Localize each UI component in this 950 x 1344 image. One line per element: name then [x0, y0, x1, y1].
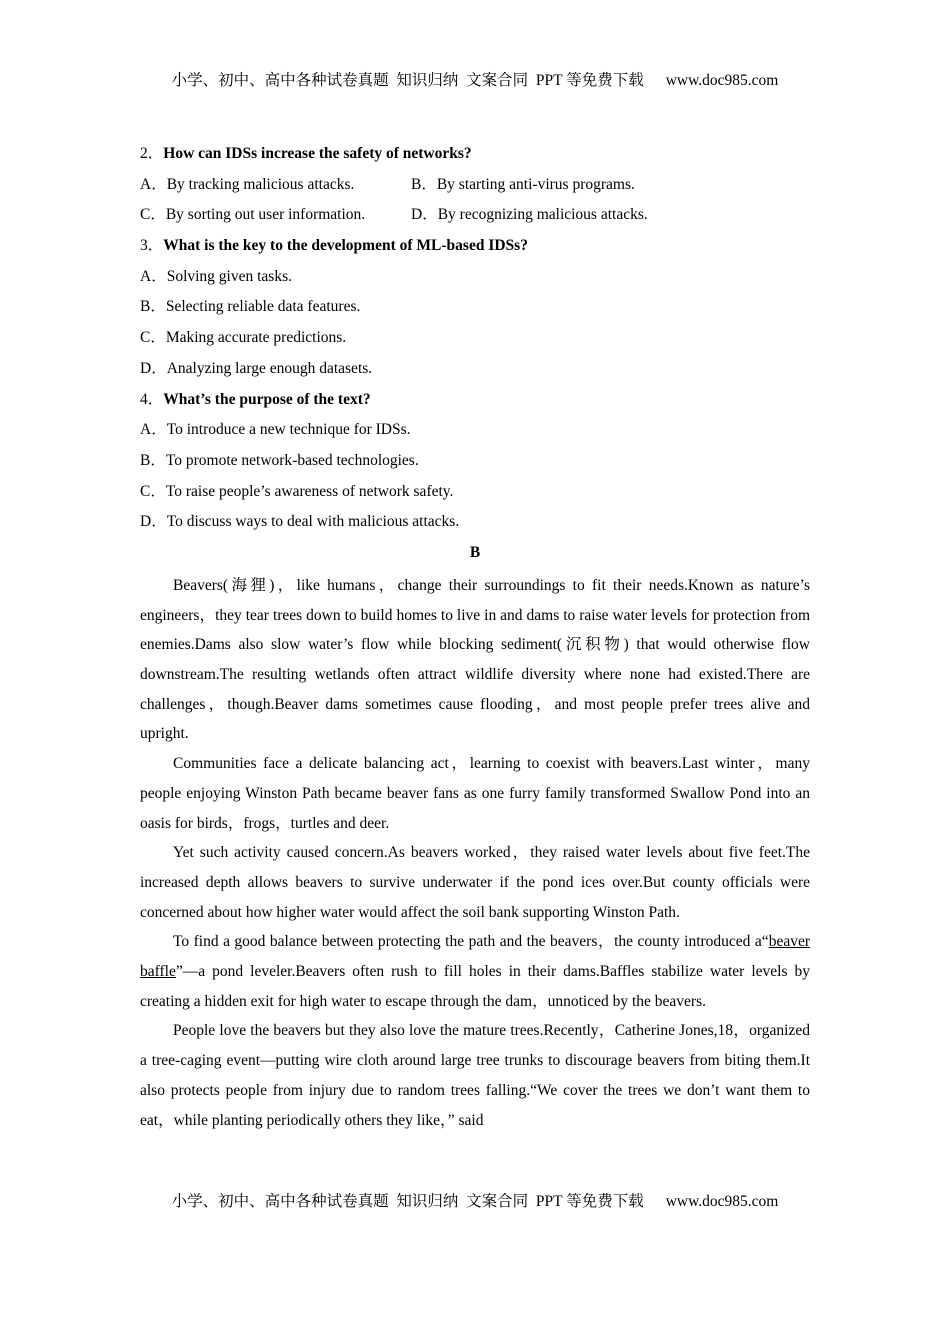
- options-row: [140, 203, 810, 234]
- question-number: 4．: [140, 390, 164, 408]
- option-c: C．To raise people’s awareness of network safety.: [140, 482, 454, 500]
- question-stem: What’s the purpose of the text?: [163, 390, 371, 408]
- question-4: [140, 388, 810, 419]
- option-d: D．To discuss ways to deal with malicious attacks.: [140, 513, 460, 531]
- header-text: 小学、初中、高中各种试卷真题 知识归纳 文案合同 PPT 等免费下载: [171, 72, 644, 89]
- paragraph: Yet such activity caused concern.As beavers worked，they raised water levels about five feet.The increased depth allows beavers to survive underwater if the pond ices over.But county officials were concerned about how higher water would affect the soil bank supporting Winston Path.: [140, 844, 810, 921]
- paragraph: People love the beavers but they also love the mature trees.Recently，Catherine Jones,18，organized a tree-caging event—putting wire cloth around large tree trunks to discourage beavers from biting them.It also protects people from injury due to random trees falling.“We cover the trees we don’t want them to eat，while planting periodically others they like，” said: [140, 1022, 810, 1129]
- option-b: B．Selecting reliable data features.: [140, 298, 361, 316]
- page-header: [0, 68, 950, 90]
- question-number: 3．: [140, 237, 164, 255]
- question-3: [140, 234, 810, 265]
- paragraph: Communities face a delicate balancing act，learning to coexist with beavers.Last winter，many people enjoying Winston Path became beaver fans as one furry family transformed Swallow Pond into an oasis for birds，frogs，turtles and deer.: [140, 755, 810, 832]
- option-b: B．By starting anti-virus programs.: [411, 175, 635, 193]
- document-body: [140, 142, 810, 1135]
- question-number: 2．: [140, 145, 164, 162]
- options-row: [140, 173, 810, 204]
- option-a: A．To introduce a new technique for IDSs.: [140, 421, 411, 439]
- option-a: A．By tracking malicious attacks.: [140, 175, 355, 193]
- question-stem: What is the key to the development of ML-based IDSs?: [163, 237, 528, 255]
- text: ”—a pond leveler.Beavers often rush to fill holes in their dams.Baffles stabilize water levels by creating a hidden exit for high water to escape through the dam，unnoticed by the beavers.: [140, 963, 810, 1010]
- underlined-phrase: beaver baffle: [140, 933, 810, 981]
- option-c: C．By sorting out user information.: [140, 206, 366, 224]
- option-d: D．Analyzing large enough datasets.: [140, 359, 373, 377]
- paragraph: Beavers(海狸)，like humans，change their surroundings to fit their needs.Known as nature’s engineers，they tear trees down to build homes to live in and dams to raise water levels for protection from enemies.Dams also slow water’s flow while blocking sediment(沉积物) that would otherwise flow downstream.The resulting wetlands often attract wildlife diversity where none had existed.There are challenges，though.Beaver dams sometimes cause flooding，and most people prefer trees alive and upright.: [140, 576, 810, 743]
- paragraph: [140, 927, 810, 1016]
- option-d: D．By recognizing malicious attacks.: [411, 206, 648, 224]
- question-2: [140, 142, 810, 173]
- option-c: C．Making accurate predictions.: [140, 329, 347, 347]
- question-stem: How can IDSs increase the safety of networks?: [163, 145, 472, 162]
- footer-text: 小学、初中、高中各种试卷真题 知识归纳 文案合同 PPT 等免费下载: [171, 1193, 644, 1210]
- option-a: A．Solving given tasks.: [140, 267, 292, 285]
- footer-url[interactable]: www.doc985.com: [665, 1193, 779, 1210]
- text: To find a good balance between protecting the path and the beavers，the county introduced a“: [173, 933, 769, 951]
- header-url[interactable]: www.doc985.com: [665, 72, 779, 89]
- page-footer: [0, 1189, 950, 1211]
- option-b: B．To promote network-based technologies.: [140, 451, 419, 469]
- section-heading: B: [469, 543, 481, 561]
